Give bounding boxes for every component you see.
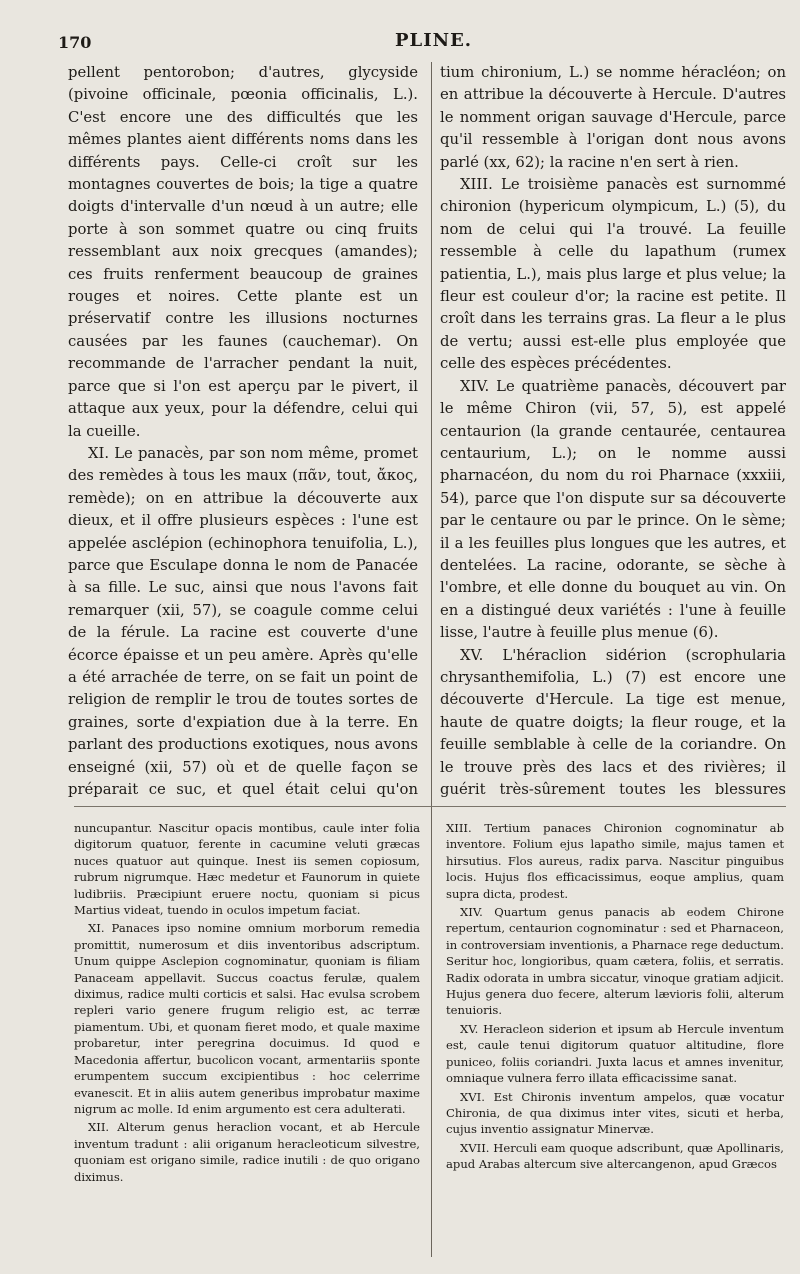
paragraph-text: nuncupantur. Nascitur opacis montibus, caule inter folia digitorum quatuor, ferente in cacumine veluti græcas nuces quatuor aut quinque. Inest iis semen copiosum, rubrum nigrumque. Hæc medetur et Faunorum in quiete ludibriis. Præcipiunt eruere noctu, quoniam si picus Martius videat, tuendo in oculos impetum faciat.	[74, 821, 420, 918]
paragraph-text: XIII. Tertium panaces Chironion cognominatur ab inventore. Folium ejus lapatho simile, majus tamen et hirsutius. Flos aureus, radix parva. Nascitur pinguibus locis. Hujus flos efficacissimus, eoque amplius, quam supra dicta, prodest.	[446, 821, 784, 901]
french-column-right	[440, 62, 786, 802]
paragraph	[68, 443, 418, 802]
paragraph	[446, 1140, 784, 1173]
paragraph-text: XV. L'héraclion sidérion (scrophularia chrysanthemifolia, L.) (7) est encore une découverte d'Hercule. La tige est menue, haute de quatre doigts; la fleur rouge, et la feuille semblable à celle de la coriandre. On le trouve près des lacs et des rivières; il guérit très-sûrement toutes les blessures	[440, 646, 786, 798]
paragraph-text: XIV. Le quatrième panacès, découvert par le même Chiron (vii, 57, 5), est appelé centaurion (la grande centaurée, centaurea centaurium, L.); on le nomme aussi pharnacéon, du nom du roi Pharnace (xxxiii, 54), parce que l'on dispute sur sa découverte par le centaure ou par le prince. On le sème; il a les feuilles plus longues que les autres, et dentelées. La racine, odorante, se sèche à l'ombre, et elle donne du bouquet au vin. On en a distingué deux variétés : l'une à feuille lisse, l'autre à feuille plus menue (6).	[440, 377, 786, 642]
translation-divider	[74, 806, 786, 807]
paragraph	[446, 1089, 784, 1138]
latin-column-left	[74, 820, 420, 1260]
paragraph-text: XIII. Le troisième panacès est surnommé chironion (hypericum olympicum, L.) (5), du nom de celui qui l'a trouvé. La feuille ressemble à celle du lapathum (rumex patientia, L.), mais plus large et plus velue; la fleur est couleur d'or; la racine est petite. Il croît dans les terrains gras. La fleur a le plus de vertu; aussi est-elle plus employée que celle des espèces précédentes.	[440, 176, 786, 373]
paragraph	[74, 920, 420, 1117]
paragraph	[74, 820, 420, 918]
paragraph-text: XI. Le panacès, par son nom même, promet des remèdes à tous les maux (πᾶν, tout, ἄκος, remède); on en attribue la découverte aux dieux, et il offre plusieurs espèces : l'une est appelée asclépion (echinophora tenuifolia, L.), parce que Esculape donna le nom de Panacée à sa fille. Le suc, ainsi que nous l'avons fait remarquer (xii, 57), se coagule comme celui de la férule. La racine est couverte d'une écorce épaisse et un peu amère. Après qu'elle a été arrachée de terre, on se fait un point de religion de remplir le trou de toutes sortes de graines, sorte d'expiation due à la terre. En parlant des productions exotiques, nous avons enseigné (xii, 57) où et de quelle façon se préparait ce suc, et quel était celui qu'on	[68, 444, 418, 798]
paragraph	[440, 376, 786, 645]
paragraph-text: XI. Panaces ipso nomine omnium morborum remedia promittit, numerosum et diis inventoribus adscriptum. Unum quippe Asclepion cognominatur, quoniam is filiam Panaceam appellavit. Succus coactus ferulæ, qualem diximus, radice multi corticis et salsi. Hac evulsa scrobem repleri vario genere frugum religio est, ac terræ piamentum. Ubi, et quonam fieret modo, et quale maxime probaretur, inter peregrina docuimus. Id quod e Macedonia affertur, bucolicon vocant, armentariis sponte erumpentem succum excipientibus : hoc celerrime evanescit. Et in aliis autem generibus improbatur maxime nigrum ac molle. Id enim argumento est cera adulterati.	[74, 921, 420, 1116]
paragraph-text: tium chironium, L.) se nomme héracléon; on en attribue la découverte à Hercule. D'autres le nomment origan sauvage d'Hercule, parce qu'il ressemble à l'origan dont nous avons parlé (xx, 62); la racine n'en sert à rien.	[440, 64, 786, 171]
running-head: PLINE.	[395, 30, 473, 51]
paragraph-text: XIV. Quartum genus panacis ab eodem Chirone repertum, centaurion cognominatur : sed et Pharnaceon, in controversiam inventionis, a Pharnace rege deductum. Seritur hoc, longioribus, quam cætera, foliis, et serratis. Radix odorata in umbra siccatur, vinoque gratiam adjicit. Hujus genera duo fecere, alterum lævioris folii, alterum tenuioris.	[446, 905, 784, 1018]
french-column-left	[68, 62, 418, 802]
paragraph-text: XVI. Est Chironis inventum ampelos, quæ vocatur Chironia, de qua diximus inter vites, sicuti et herba, cujus inventio assignatur Minervæ.	[446, 1089, 784, 1137]
latin-column-right	[446, 820, 784, 1260]
column-divider	[431, 62, 432, 1257]
paragraph	[446, 1021, 784, 1087]
paragraph	[74, 1119, 420, 1185]
paragraph-text: pellent pentorobon; d'autres, glycyside (pivoine officinale, pœonia officinalis, L.). C'est encore une des difficultés que les mêmes plantes aient différents noms dans les différents pays. Celle-ci croît sur les montagnes couvertes de bois; la tige a quatre doigts d'intervalle d'un nœud à un autre; elle porte à son sommet quatre ou cinq fruits ressemblant aux noix grecques (amandes); ces fruits renferment beaucoup de graines rouges et noires. Cette plante est un préservatif contre les illusions nocturnes causées par les faunes (cauchemar). On recommande de l'arracher pendant la nuit, parce que si l'on est aperçu par le pivert, il attaque aux yeux, pour la défendre, celui qui la cueille.	[68, 64, 418, 440]
paragraph-text: XII. Alterum genus heraclion vocant, et ab Hercule inventum tradunt : alii origanum heracleoticum silvestre, quoniam est origano simile, radice inutili : de quo origano diximus.	[74, 1120, 420, 1184]
paragraph	[446, 904, 784, 1019]
paragraph	[440, 62, 786, 174]
paragraph	[446, 820, 784, 902]
paragraph	[68, 62, 418, 443]
paragraph	[440, 174, 786, 376]
paragraph	[440, 645, 786, 802]
paragraph-text: XVII. Herculi eam quoque adscribunt, quæ Apollinaris, apud Arabas altercum sive altercangenon, apud Græcos	[446, 1140, 784, 1172]
page-number: 170	[58, 33, 92, 52]
paragraph-text: XV. Heracleon siderion et ipsum ab Hercule inventum est, caule tenui digitorum quatuor altitudine, flore puniceo, foliis coriandri. Juxta lacus et amnes invenitur, omniaque vulnera ferro illata efficacissime sanat.	[446, 1021, 784, 1086]
